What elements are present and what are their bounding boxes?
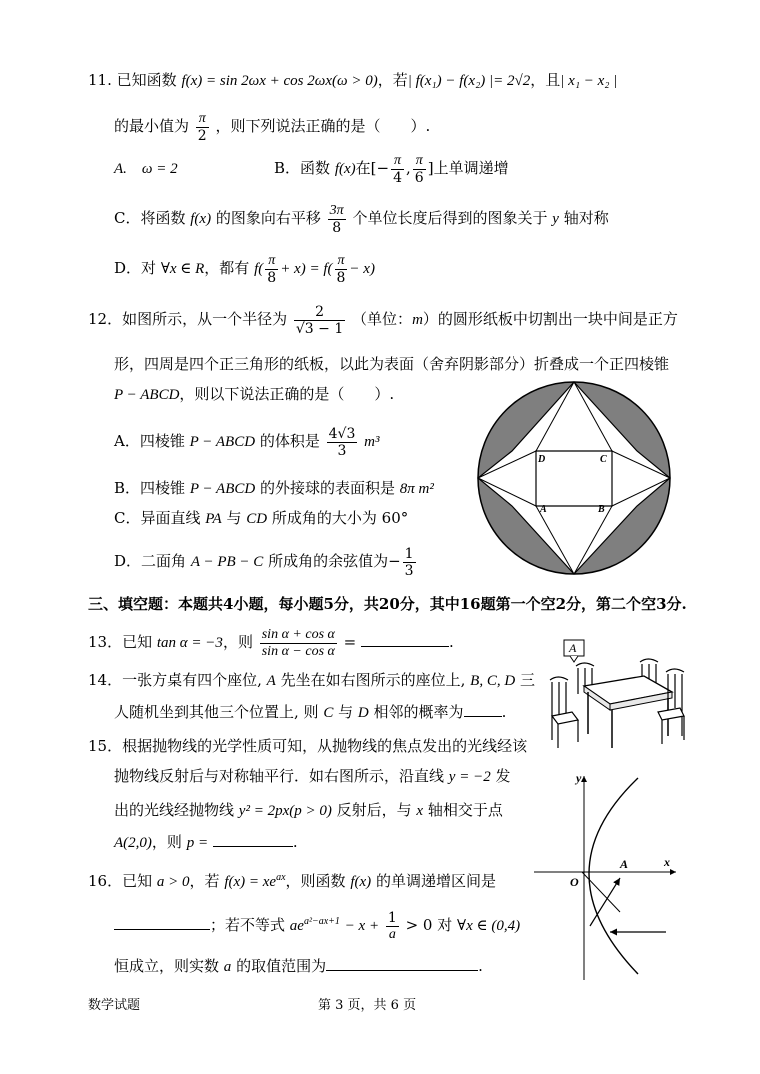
q14-line1: 14．一张方桌有四个座位, A 先坐在如右图所示的座位上, B, C, D 三: [88, 671, 535, 689]
label-x: x: [664, 855, 670, 869]
q15-answer-blank[interactable]: [213, 832, 293, 847]
q16-line2: ；若不等式 $ae^{a^2-ax+1} - x$ + $\frac{1}{a}$ > 0 对 ∀x ∈ (0,4): [114, 900, 520, 948]
q11-option-c: C．将函数 f(x) 的图象向右平移 $\frac{3\pi}{8}$ 个单位长度后得到的图象关于 y 轴对称: [114, 202, 609, 236]
seat-a-label: A: [569, 641, 577, 655]
q11-number: 11.: [88, 71, 112, 89]
q12-circle-figure: [474, 378, 674, 578]
label-c: C: [600, 454, 607, 465]
q12-option-c: C．异面直线 PA 与 CD 所成角的大小为 60°: [114, 509, 409, 527]
q14-table-figure: [548, 636, 688, 752]
q14-answer-blank[interactable]: [464, 702, 502, 717]
q15-line4: A(2,0)，则 p = .: [114, 833, 298, 851]
q16-line3: 恒成立，则实数 a 的取值范围为 .: [114, 957, 483, 975]
footer-page-number: 第 3 页，共 6 页: [318, 998, 417, 1013]
q12-option-a: A．四棱锥 P − ABCD 的体积是 $\frac{4√3}{3}$ m³: [114, 425, 380, 459]
q15-line3: 出的光线经抛物线 y² = 2px(p > 0) 反射后，与 x 轴相交于点: [114, 801, 503, 819]
label-a: A: [540, 504, 547, 515]
q11-option-a: A. ω = 2: [114, 161, 178, 177]
label-a: A: [620, 857, 629, 871]
label-o: O: [570, 875, 579, 889]
q14-number: 14．: [88, 671, 123, 689]
q13-number: 13．: [88, 633, 123, 651]
label-y: y: [576, 771, 582, 785]
q11-line1: 11. 已知函数 f(x) = sin 2ωx + cos 2ωx(ω > 0)，若| f(x₁) − f(x₂) |= 2√2，且| x₁ − x₂ |: [88, 71, 618, 89]
q12-line1: 12．如图所示，从一个半径为 $\frac{2}{√3 - 1}$ （单位：m）的圆形纸板中切割出一块中间是正方: [88, 303, 678, 337]
q16-answer-blank-2[interactable]: [326, 956, 478, 971]
chair-front-right: [658, 669, 684, 744]
label-d: D: [538, 454, 546, 465]
q16-line1: 16．已知 a > 0，若 $f(x) = xe^{ax}$，则函数 f(x) 的单调递增区间是: [88, 872, 496, 890]
q12-option-d: D．二面角 A − PB − C 所成角的余弦值为− $\frac{1}{3}$: [114, 545, 414, 579]
q12-line3: P − ABCD，则以下说法正确的是（ ）.: [114, 385, 395, 403]
label-b: B: [598, 504, 605, 515]
q13-answer-blank[interactable]: [361, 632, 449, 647]
q12-line2: 形，四周是四个正三角形的纸板，以此为表面（舍弃阴影部分）折叠成一个正四棱锥: [114, 355, 670, 373]
section-heading: 三、填空题：本题共4小题，每小题5分，共20分，其中16题第一个空2分，第二个空3分.: [88, 595, 687, 613]
q12-number: 12．: [88, 310, 123, 328]
q15-parabola-figure: [534, 768, 684, 982]
parabola-curve: [589, 778, 638, 974]
q16-number: 16．: [88, 872, 123, 890]
q11-option-d: D．对 ∀x ∈ R，都有 f( $\frac{\pi}{8}$ + x) = f( $\frac{\pi}{8}$ − x): [114, 252, 375, 286]
q15-line2: 抛物线反射后与对称轴平行．如右图所示，沿直线 y = −2 发: [114, 767, 511, 785]
q15-line1: 15．根据抛物线的光学性质可知，从抛物线的焦点发出的光线经该: [88, 737, 528, 755]
q13-line: 13．已知 tan α = −3，则 $\frac{\text{sin α + cos α}}{\text{sin α − cos α}}$ = .: [88, 626, 454, 659]
q11-option-b: B．函数 f(x)在[− $\frac{\pi}{4}$ , $\frac{\pi}{6}$ ]上单调递增: [274, 152, 509, 186]
q11-line2: 的最小值为 $\frac{\pi}{2}$ ，则下列说法正确的是（ ）.: [114, 110, 431, 144]
q12-option-b: B．四棱锥 P − ABCD 的外接球的表面积是 8π m²: [114, 479, 434, 497]
q15-number: 15．: [88, 737, 123, 755]
q14-line2: 人随机坐到其他三个位置上, 则 C 与 D 相邻的概率为 .: [114, 703, 507, 721]
q11-fraction: $\frac{\pi}{2}$: [197, 110, 207, 144]
footer-subject: 数学试题: [88, 998, 141, 1013]
chair-front-left: [550, 677, 578, 748]
q16-answer-blank-1[interactable]: [114, 915, 210, 930]
